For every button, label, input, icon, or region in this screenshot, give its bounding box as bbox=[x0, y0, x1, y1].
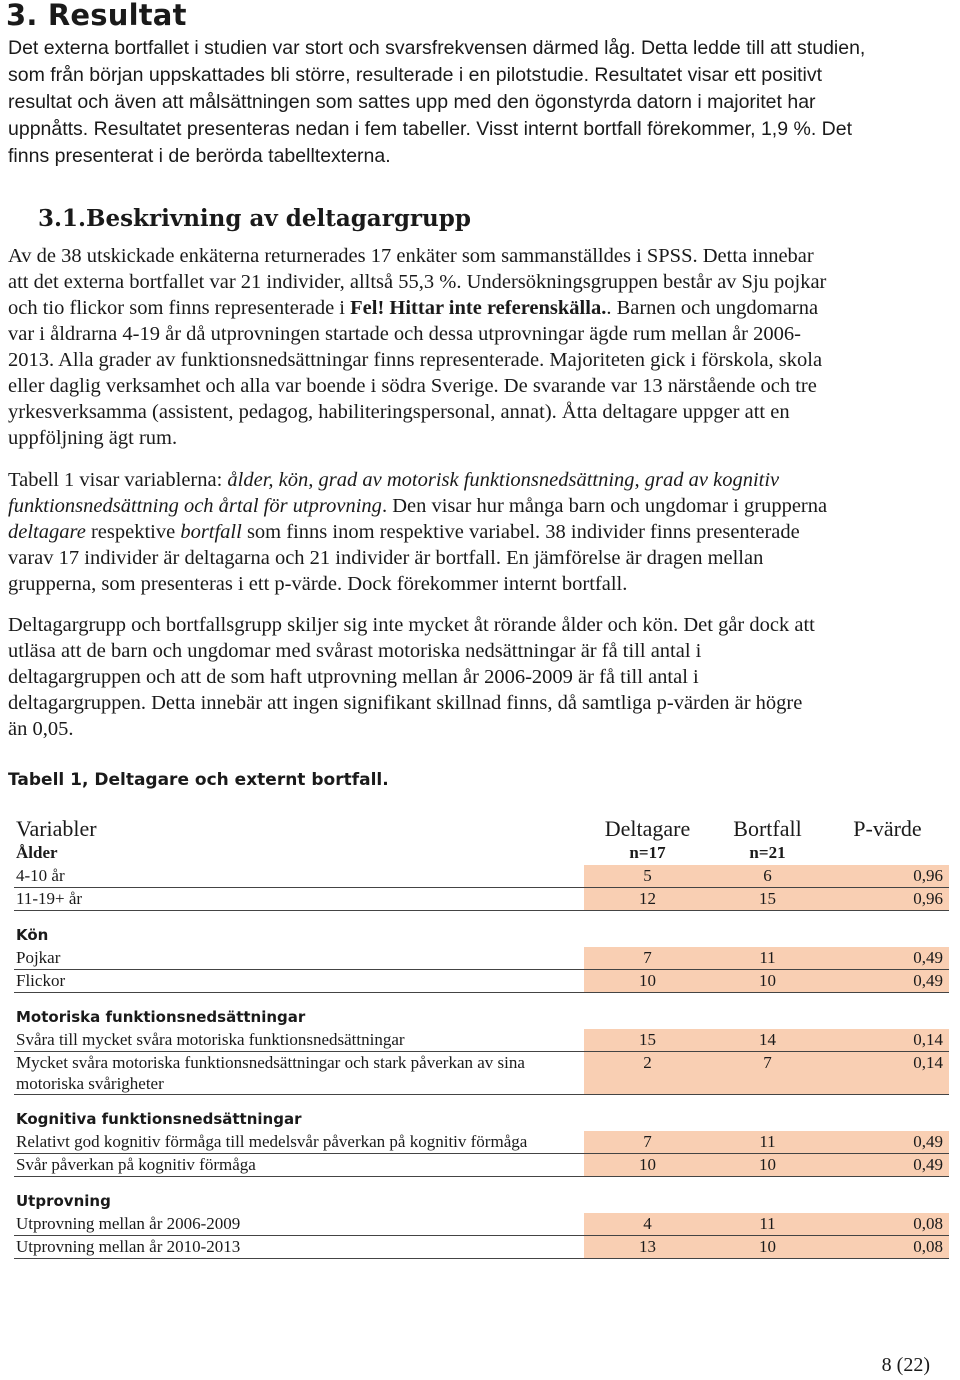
p-value: 0,14 bbox=[824, 1052, 949, 1095]
text-span: . Den visar hur många barn och ungdomar i grupperna bbox=[381, 495, 828, 517]
row-label: Svår påverkan på kognitiv förmåga bbox=[14, 1154, 584, 1177]
p-value: 0,08 bbox=[824, 1236, 949, 1259]
bortfall-value: 10 bbox=[709, 1236, 824, 1259]
table-row bbox=[14, 1029, 949, 1052]
deltagare-value: 7 bbox=[584, 1131, 709, 1154]
deltagare-value: 7 bbox=[584, 947, 709, 970]
header-variabler: Variabler bbox=[16, 816, 97, 841]
table-subheader-row bbox=[14, 843, 949, 865]
row-spacer bbox=[14, 993, 949, 1008]
text-line: uppföljning ägt rum. bbox=[8, 427, 178, 449]
text-span: . Barnen och ungdomarna bbox=[606, 297, 819, 319]
row-label: Utprovning mellan år 2006-2009 bbox=[14, 1213, 584, 1236]
deltagare-value: 12 bbox=[584, 888, 709, 911]
section-title-motor: Motoriska funktionsnedsättningar bbox=[16, 1008, 306, 1026]
row-label: Mycket svåra motoriska funktionsnedsättningar och stark påverkan av sina motoriska svårigheter bbox=[14, 1052, 584, 1095]
row-label: Relativt god kognitiv förmåga till medelsvår påverkan på kognitiv förmåga bbox=[14, 1131, 584, 1154]
text-line: deltagargruppen och att de som haft utprovning mellan år 2006-2009 är få till antal i bbox=[8, 666, 699, 688]
intro-line: resultat och även att målsättningen som sattes upp med den ögonstyrda datorn i majoritet har bbox=[8, 91, 816, 113]
header-deltagare: Deltagare bbox=[604, 816, 691, 841]
text-line: grupperna, som presenteras i ett p-värde. Dock förekommer internt bortfall. bbox=[8, 573, 628, 595]
table-row bbox=[14, 970, 949, 993]
text-line bbox=[8, 493, 948, 519]
page-number: 8 (22) bbox=[881, 1354, 930, 1376]
section-title-row bbox=[14, 1191, 949, 1213]
row-label: Utprovning mellan år 2010-2013 bbox=[14, 1236, 584, 1259]
section-title-row bbox=[14, 1007, 949, 1029]
header-n-deltagare: n=17 bbox=[629, 843, 666, 862]
header-alder: Ålder bbox=[16, 843, 58, 862]
deltagare-value: 5 bbox=[584, 865, 709, 888]
intro-line: som från början uppskattades bli större, resulterade i en pilotstudie. Resultatet visar ett positivt bbox=[8, 64, 822, 86]
p-value: 0,49 bbox=[824, 1154, 949, 1177]
section-heading: 3. Resultat bbox=[6, 0, 187, 32]
text-line: varav 17 individer är deltagarna och 21 individer är bortfall. En jämförelse är dragen mellan bbox=[8, 547, 764, 569]
bortfall-value: 11 bbox=[709, 1131, 824, 1154]
table-caption: Tabell 1, Deltagare och externt bortfall. bbox=[8, 770, 389, 790]
text-line: än 0,05. bbox=[8, 718, 74, 740]
section-title-kon: Kön bbox=[16, 926, 49, 944]
p-value: 0,08 bbox=[824, 1213, 949, 1236]
section-title-row bbox=[14, 925, 949, 947]
table-row bbox=[14, 865, 949, 888]
header-n-bortfall: n=21 bbox=[749, 843, 786, 862]
table-row bbox=[14, 1213, 949, 1236]
deltagare-value: 2 bbox=[584, 1052, 709, 1095]
row-label: 11-19+ år bbox=[14, 888, 584, 911]
section-title-row bbox=[14, 1109, 949, 1131]
text-line bbox=[8, 295, 948, 321]
row-spacer bbox=[14, 1177, 949, 1192]
table-row bbox=[14, 947, 949, 970]
p-value: 0,49 bbox=[824, 947, 949, 970]
bortfall-value: 11 bbox=[709, 1213, 824, 1236]
header-bortfall: Bortfall bbox=[733, 816, 802, 841]
text-line: utläsa att de barn och ungdomar med svårast motoriska nedsättningar är få till antal i bbox=[8, 640, 702, 662]
header-p-varde: P-värde bbox=[853, 816, 922, 841]
bortfall-value: 14 bbox=[709, 1029, 824, 1052]
bortfall-value: 7 bbox=[709, 1052, 824, 1095]
text-line: eller daglig verksamhet och alla var boende i södra Sverige. De svarande var 13 närstående och tre bbox=[8, 375, 817, 397]
p-value: 0,96 bbox=[824, 888, 949, 911]
bortfall-value: 10 bbox=[709, 970, 824, 993]
bortfall-value: 15 bbox=[709, 888, 824, 911]
italic-text: deltagare bbox=[8, 521, 86, 543]
deltagare-value: 15 bbox=[584, 1029, 709, 1052]
intro-line: Det externa bortfallet i studien var stort och svarsfrekvensen därmed låg. Detta ledde till att studien, bbox=[8, 37, 866, 59]
row-spacer bbox=[14, 911, 949, 926]
row-label: Flickor bbox=[14, 970, 584, 993]
intro-line: uppnåtts. Resultatet presenteras nedan i fem tabeller. Visst internt bortfall förekommer, 1,9 %. Det bbox=[8, 118, 852, 140]
table-header-row bbox=[14, 813, 949, 843]
deltagare-value: 10 bbox=[584, 1154, 709, 1177]
text-span: som finns inom respektive variabel. 38 individer finns presenterade bbox=[241, 521, 800, 543]
deltagare-value: 10 bbox=[584, 970, 709, 993]
section-title-utprovning: Utprovning bbox=[16, 1192, 111, 1210]
table-row bbox=[14, 1236, 949, 1259]
text-span: och tio flickor som finns representerade i bbox=[8, 297, 351, 319]
row-spacer bbox=[14, 1095, 949, 1110]
italic-text: bortfall bbox=[180, 521, 242, 543]
row-label: Pojkar bbox=[14, 947, 584, 970]
p-value: 0,14 bbox=[824, 1029, 949, 1052]
subsection-heading: 3.1.Beskrivning av deltagargrupp bbox=[38, 205, 471, 232]
p-value: 0,49 bbox=[824, 1131, 949, 1154]
text-line: att det externa bortfallet var 21 individer, alltså 55,3 %. Undersökningsgruppen består av Sju pojkar bbox=[8, 271, 827, 293]
table-row bbox=[14, 1131, 949, 1154]
bortfall-value: 10 bbox=[709, 1154, 824, 1177]
deltagare-value: 4 bbox=[584, 1213, 709, 1236]
row-label: 4-10 år bbox=[14, 865, 584, 888]
table-row bbox=[14, 888, 949, 911]
text-line: yrkesverksamma (assistent, pedagog, habiliteringspersonal, annat). Åtta deltagare uppger att en bbox=[8, 401, 790, 423]
text-line: Av de 38 utskickade enkäterna returnerades 17 enkäter som sammanställdes i SPSS. Detta innebar bbox=[8, 245, 814, 267]
italic-text: ålder, kön, grad av motorisk funktionsnedsättning, grad av kognitiv bbox=[227, 469, 780, 491]
empty-cell bbox=[824, 843, 949, 865]
p-value: 0,49 bbox=[824, 970, 949, 993]
text-span: respektive bbox=[85, 521, 181, 543]
deltagare-value: 13 bbox=[584, 1236, 709, 1259]
p-value: 0,96 bbox=[824, 865, 949, 888]
intro-line: finns presenterat i de berörda tabelltexterna. bbox=[8, 145, 391, 167]
text-line: var i åldrarna 4-19 år då utprovningen startade och dessa utprovningar ägde rum mellan år 2006- bbox=[8, 323, 801, 345]
bortfall-value: 11 bbox=[709, 947, 824, 970]
italic-text: funktionsnedsättning och årtal för utprovning bbox=[8, 495, 382, 517]
text-line: deltagargruppen. Detta innebär att ingen signifikant skillnad finns, då samtliga p-värden är högre bbox=[8, 692, 803, 714]
results-table bbox=[14, 813, 949, 1259]
table-row bbox=[14, 1154, 949, 1177]
bortfall-value: 6 bbox=[709, 865, 824, 888]
section-title-kognitiv: Kognitiva funktionsnedsättningar bbox=[16, 1110, 302, 1128]
reference-error-text: Fel! Hittar inte referenskälla. bbox=[350, 297, 607, 319]
text-span: Tabell 1 visar variablerna: bbox=[8, 469, 228, 491]
text-line bbox=[8, 519, 948, 545]
row-label: Svåra till mycket svåra motoriska funktionsnedsättningar bbox=[14, 1029, 584, 1052]
text-line: Deltagargrupp och bortfallsgrupp skiljer sig inte mycket åt rörande ålder och kön. Det går dock att bbox=[8, 614, 815, 636]
text-line: 2013. Alla grader av funktionsnedsättningar finns representerade. Majoriteten gick i förskola, skola bbox=[8, 349, 823, 371]
table-row bbox=[14, 1052, 949, 1095]
text-line bbox=[8, 467, 948, 493]
